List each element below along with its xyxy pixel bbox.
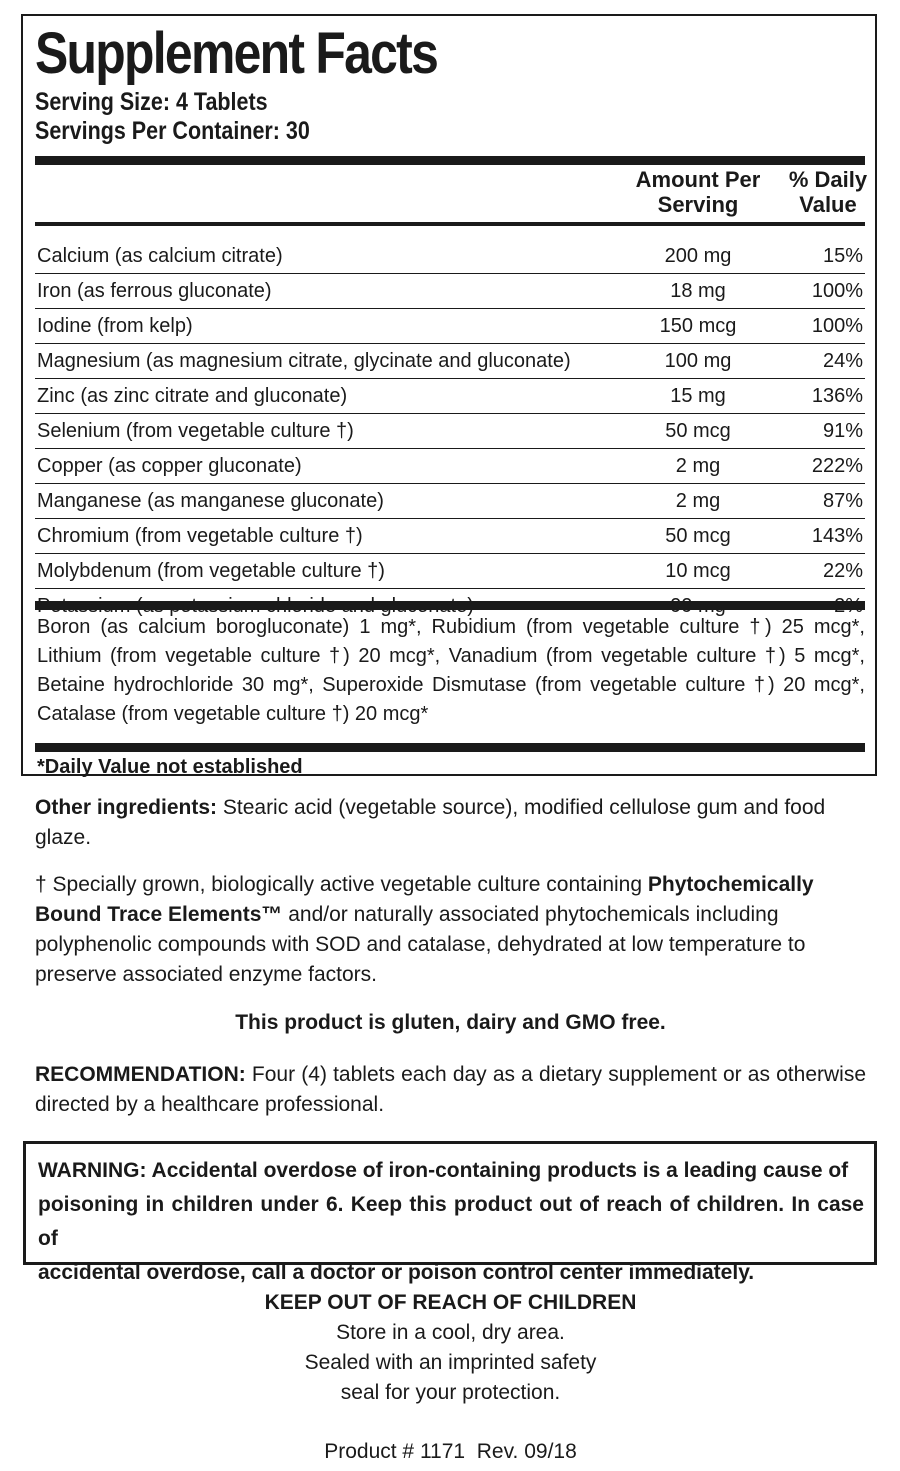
nutrient-daily-value: 222% <box>811 455 863 477</box>
culture-note-detail: and/or naturally associated phytochemicals including polyphenolic compounds with SOD and catalase, dehydrated at low temperature to preserve associated enzyme factors. <box>35 903 806 986</box>
facts-title: Supplement Facts <box>35 21 438 86</box>
table-row <box>35 484 865 519</box>
culture-note-trademark: Phytochemically Bound Trace Elements™ <box>35 873 814 926</box>
other-blends-text: Boron (as calcium borogluconate) 1 mg*, Rubidium (from vegetable culture †) 25 mcg*, Lithium (from vegetable culture †) 20 mcg*, Vanadium (from vegetable culture †) 5 mcg*, Betaine hydrochloride 30 mg*, Superoxide Dismutase (from vegetable culture †) 20 mcg*, Catalase (from vegetable culture †) 20 mcg* <box>37 616 865 725</box>
table-row <box>35 519 865 554</box>
column-header-daily-value <box>783 167 873 217</box>
nutrient-table <box>35 239 865 623</box>
culture-note <box>35 870 866 990</box>
supplement-facts-panel <box>21 14 877 776</box>
nutrient-amount: 100 mg <box>664 350 732 372</box>
daily-value-footnote: *Daily Value not established <box>37 756 303 778</box>
nutrient-name: Magnesium (as magnesium citrate, glycinate and gluconate) <box>37 350 571 372</box>
nutrient-daily-value: 22% <box>822 560 863 582</box>
column-header-amount-line2: Serving <box>657 192 739 217</box>
allergen-free-statement: This product is gluten, dairy and GMO free. <box>235 1011 666 1034</box>
nutrient-amount: 50 mcg <box>665 525 731 547</box>
nutrient-name: Selenium (from vegetable culture †) <box>37 420 354 442</box>
divider-thick-bottom <box>35 743 865 752</box>
table-row <box>35 309 865 344</box>
recommendation-text: Four (4) tablets each day as a dietary supplement or as otherwise directed by a healthcare professional. <box>35 1063 866 1116</box>
nutrient-daily-value: 143% <box>811 525 863 547</box>
nutrient-name: Manganese (as manganese gluconate) <box>37 490 384 512</box>
divider-header <box>35 222 865 226</box>
warning-box <box>23 1141 877 1284</box>
nutrient-amount: 2 mg <box>675 490 721 512</box>
column-header-amount-line1: Amount Per <box>635 167 761 192</box>
servings-per-container: Servings Per Container: 30 <box>35 117 310 145</box>
recommendation <box>35 1060 866 1120</box>
other-ingredients-text: Stearic acid (vegetable source), modified cellulose gum and food glaze. <box>35 796 826 849</box>
keep-out-of-reach-heading: KEEP OUT OF REACH OF CHILDREN <box>264 1291 637 1314</box>
nutrient-daily-value: 15% <box>822 245 863 267</box>
warning-line-2: poisoning in children under 6. Keep this product out of reach of children. In case of <box>38 1193 864 1250</box>
nutrient-daily-value: 91% <box>822 420 863 442</box>
nutrient-daily-value: 24% <box>822 350 863 372</box>
storage-line-3: seal for your protection. <box>340 1381 561 1404</box>
product-code: Product # 1171 Rev. 09/18 <box>324 1440 577 1463</box>
storage-line-2: Sealed with an imprinted safety <box>304 1351 597 1374</box>
nutrient-name: Calcium (as calcium citrate) <box>37 245 283 267</box>
table-row <box>35 379 865 414</box>
other-ingredients-label: Other ingredients: <box>35 796 218 819</box>
column-header-amount <box>633 167 763 217</box>
nutrient-name: Zinc (as zinc citrate and gluconate) <box>37 385 348 407</box>
table-row <box>35 344 865 379</box>
nutrient-name: Chromium (from vegetable culture †) <box>37 525 363 547</box>
nutrient-amount: 18 mg <box>670 280 726 302</box>
column-header-dv-line2: Value <box>799 192 857 217</box>
other-ingredients <box>35 793 866 853</box>
divider-thick-top <box>35 156 865 165</box>
storage-line-1: Store in a cool, dry area. <box>336 1321 565 1344</box>
nutrient-name: Iron (as ferrous gluconate) <box>37 280 272 302</box>
nutrient-daily-value: 100% <box>811 315 863 337</box>
recommendation-label: RECOMMENDATION: <box>35 1063 246 1086</box>
nutrient-daily-value: 100% <box>811 280 863 302</box>
warning-line-3: accidental overdose, call a doctor or poison control center immediately. <box>38 1261 755 1284</box>
nutrient-name: Molybdenum (from vegetable culture †) <box>37 560 385 582</box>
nutrient-amount: 50 mcg <box>665 420 731 442</box>
column-header-dv-line1: % Daily <box>788 167 868 192</box>
nutrient-amount: 10 mcg <box>665 560 731 582</box>
table-row <box>35 554 865 589</box>
nutrient-daily-value: 136% <box>811 385 863 407</box>
table-row <box>35 274 865 309</box>
nutrient-daily-value: 87% <box>822 490 863 512</box>
culture-note-intro: † Specially grown, biologically active vegetable culture containing <box>35 873 648 896</box>
serving-size: Serving Size: 4 Tablets <box>35 88 268 116</box>
nutrient-name: Iodine (from kelp) <box>37 315 193 337</box>
nutrient-amount: 150 mcg <box>659 315 737 337</box>
table-row <box>35 449 865 484</box>
warning-line-1: WARNING: Accidental overdose of iron-containing products is a leading cause of <box>38 1159 849 1182</box>
nutrient-amount: 15 mg <box>670 385 726 407</box>
nutrient-amount: 2 mg <box>675 455 721 477</box>
divider-thick-middle <box>35 601 865 610</box>
table-row <box>35 414 865 449</box>
nutrient-name: Copper (as copper gluconate) <box>37 455 302 477</box>
table-row <box>35 239 865 274</box>
nutrient-amount: 200 mg <box>664 245 732 267</box>
